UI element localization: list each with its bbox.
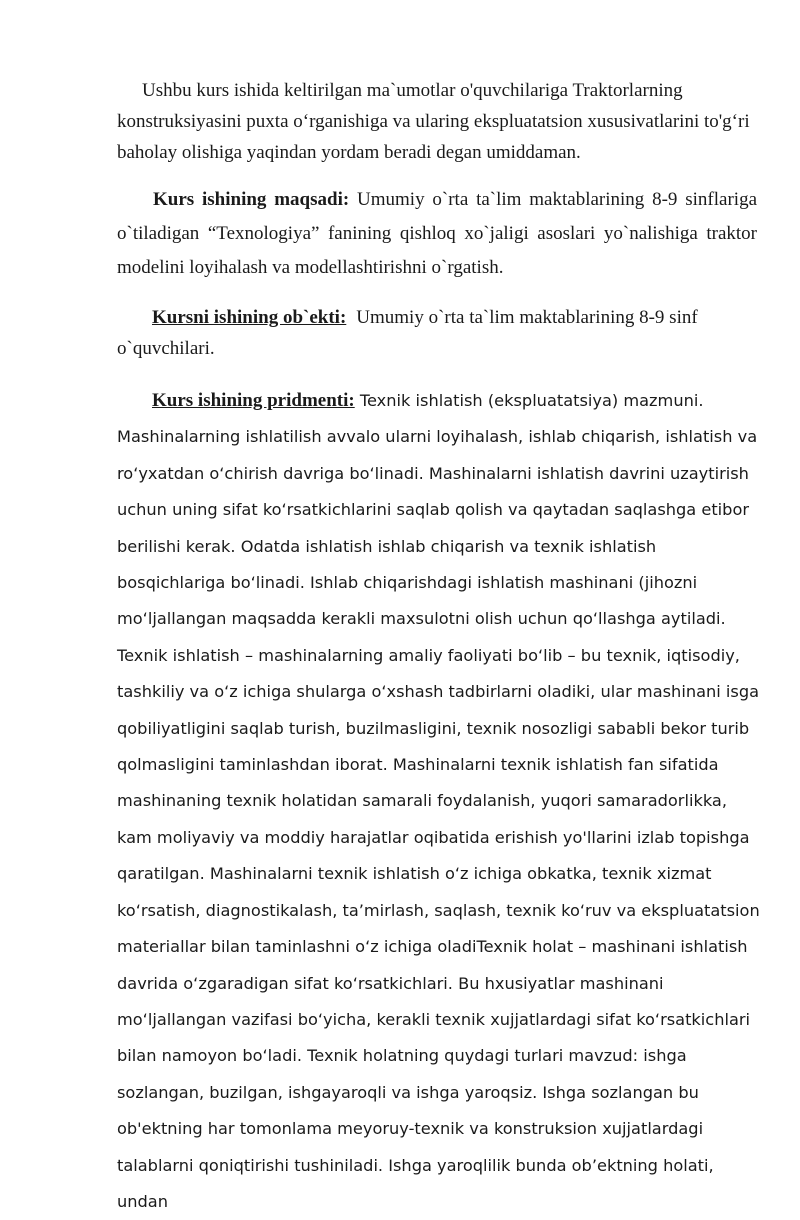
goal-text: Umumiy o`rta ta`lim maktablarining 8-9 sinflariga o`tiladigan “Texnologiya” fanining qishloq xo`jaligi asoslari yo`nalishiga traktor modelini loyihalash va modellashtirishni o`rgatish. [117,189,758,278]
subject-heading: Kurs ishining pridmenti: [152,390,355,411]
goal-paragraph [117,183,757,285]
goal-heading: Kurs ishining maqsadi: [153,189,350,210]
subject-paragraph [117,383,762,1220]
intro-paragraph: Ushbu kurs ishida keltirilgan ma`umotlar o'quvchilariga Traktorlarning konstruksiyasini puxta o‘rganishiga va ularing ekspluatatsion xususivatlarini to'g‘ri baholay olishiga yaqindan yordam beradi degan umiddaman. [117,80,750,163]
subject-text: Texnik ishlatish (ekspluatatsiya) mazmuni. Mashinalarning ishlatilish avvalo ularni loyihalash, ishlab chiqarish, ishlatish va ro‘yxatdan o‘chirish davriga bo‘linadi. Mashinalarni ishlatish davrini uzaytirish uchun uning sifat ko‘rsatkichlarini saqlab qolish va qaytadan saqlashga etibor berilishi kerak. Odatda ishlatish ishlab chiqarish va texnik ishlatish bosqichlariga bo‘linadi. Ishlab chiqarishdagi ishlatish mashinani (jihozni mo‘ljallangan maqsadda kerakli maxsulotni olish uchun qo‘llashga aytiladi. Texnik ishlatish – mashinalarning amaliy faoliyati bo‘lib – bu texnik, iqtisodiy, tashkiliy va o‘z ichiga shularga o‘xshash tadbirlarni oladiki, ular mashinani isga qobiliyatligini saqlab turish, buzilmasligini, texnik nosozligi sababli bekor turib qolmasligini taminlashdan iborat. Mashinalarni texnik ishlatish fan sifatida mashinaning texnik holatidan samarali foydalanish, yuqori samaradorlikka, kam moliyaviy va moddiy harajatlar oqibatida erishish yo'llarini izlab topishga qaratilgan. Mashinalarni texnik ishlatish o‘z ichiga obkatka, texnik xizmat ko‘rsatish, diagnostikalash, ta’mirlash, saqlash, texnik ko‘ruv va ekspluatatsion materiallar bilan taminlashni o‘z ichiga oladiTexnik holat – mashinani ishlatish davrida o‘zgaradigan sifat ko‘rsatkichlari. Bu hxusiyatlar mashinani mo‘ljallangan vazifasi bo‘yicha, kerakli texnik xujjatlardagi sifat ko‘rsatkichlari bilan namoyon bo‘ladi. Texnik holatning quydagi turlari mavzud: ishga sozlangan, buzilgan, ishgayaroqli va ishga yaroqsiz. Ishga sozlangan bu ob'ektning har tomonlama meyoruy-texnik va konstruksion xujjatlardagi talablarni qoniqtirishi tushiniladi. Ishga yaroqlilik bunda ob’ektning holati, undan [117,391,760,1211]
object-text: Umumiy o`rta ta`lim maktablarining 8-9 sinf o`quvchilari. [117,307,698,359]
object-paragraph [117,302,757,364]
object-heading: Kursni ishining ob`ekti: [152,307,347,328]
